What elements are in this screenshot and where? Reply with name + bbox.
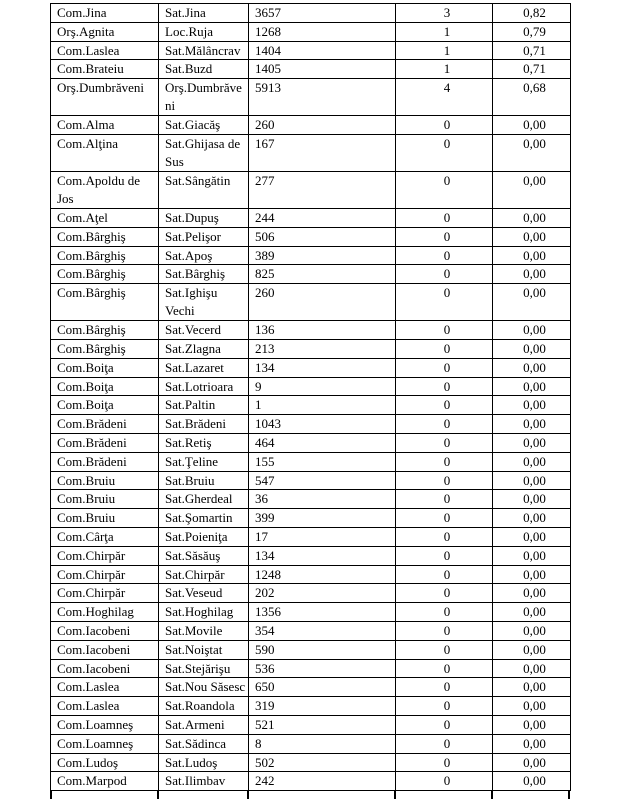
cell-value: 0,00 — [493, 527, 571, 546]
cell-count: 0 — [396, 715, 493, 734]
cell-population: 1248 — [249, 565, 396, 584]
cell-locality: Sat.Jina — [159, 4, 249, 23]
cell-population: 1043 — [249, 415, 396, 434]
cell-population: 260 — [249, 116, 396, 135]
cell-count: 0 — [396, 433, 493, 452]
cell-count: 0 — [396, 396, 493, 415]
cell-population: 1356 — [249, 603, 396, 622]
cell-population: 213 — [249, 339, 396, 358]
cell-locality: Sat.Lazaret — [159, 358, 249, 377]
cell-unit: Com.Laslea — [51, 678, 159, 697]
cell-count: 0 — [396, 659, 493, 678]
cell-count: 4 — [396, 79, 493, 116]
cell-value: 0,00 — [493, 471, 571, 490]
cell-population: 521 — [249, 715, 396, 734]
cell-unit: Com.Bârghiş — [51, 246, 159, 265]
cell-unit: Com.Bârghiş — [51, 227, 159, 246]
cell-locality: Sat.Zlagna — [159, 339, 249, 358]
cell-value: 0,00 — [493, 509, 571, 528]
cell-locality: Sat.Veseud — [159, 584, 249, 603]
cell-unit: Orş.Dumbrăveni — [51, 79, 159, 116]
cell-count: 1 — [396, 60, 493, 79]
cell-count: 3 — [396, 4, 493, 23]
table-row — [51, 772, 571, 791]
table-row — [51, 171, 571, 208]
cell-unit: Orş.Agnita — [51, 22, 159, 41]
cell-unit: Com.Hoghilag — [51, 603, 159, 622]
cell-unit: Com.Iacobeni — [51, 659, 159, 678]
cell-population: 155 — [249, 452, 396, 471]
cell-locality: Sat.Mălâncrav — [159, 41, 249, 60]
cell-locality: Sat.Sădinca — [159, 734, 249, 753]
cell-count: 0 — [396, 509, 493, 528]
cell-value: 0,00 — [493, 396, 571, 415]
cell-count: 0 — [396, 621, 493, 640]
cell-unit: Com.Boiţa — [51, 396, 159, 415]
table-row — [51, 584, 571, 603]
cell-value: 0,00 — [493, 772, 571, 791]
cell-unit: Com.Apoldu de Jos — [51, 171, 159, 208]
cell-value: 0,00 — [493, 621, 571, 640]
table-row — [51, 60, 571, 79]
table-row — [51, 79, 571, 116]
cell-locality: Sat.Lotrioara — [159, 377, 249, 396]
cell-value: 0,68 — [493, 79, 571, 116]
cell-unit: Com.Brădeni — [51, 452, 159, 471]
table-row — [51, 565, 571, 584]
cell-population: 167 — [249, 134, 396, 171]
cell-count: 0 — [396, 678, 493, 697]
table-row — [51, 734, 571, 753]
cell-count: 0 — [396, 640, 493, 659]
cell-population: 825 — [249, 265, 396, 284]
cell-count: 0 — [396, 527, 493, 546]
cell-unit: Com.Chirpăr — [51, 584, 159, 603]
cell-value: 0,00 — [493, 659, 571, 678]
cell-count: 0 — [396, 377, 493, 396]
cell-locality: Orş.Dumbrăve ni — [159, 79, 249, 116]
table-row — [51, 471, 571, 490]
cell-locality: Sat.Bruiu — [159, 471, 249, 490]
table-row — [51, 527, 571, 546]
table-row — [51, 396, 571, 415]
cell-value: 0,00 — [493, 734, 571, 753]
table-row — [51, 4, 571, 23]
table-row — [51, 621, 571, 640]
cell-population: 354 — [249, 621, 396, 640]
cell-locality: Sat.Giacăş — [159, 116, 249, 135]
cell-unit: Com.Laslea — [51, 697, 159, 716]
cell-unit: Com.Laslea — [51, 41, 159, 60]
cell-locality: Loc.Ruja — [159, 22, 249, 41]
table-row — [51, 415, 571, 434]
cell-value: 0,00 — [493, 339, 571, 358]
cell-population: 136 — [249, 321, 396, 340]
cell-locality: Sat.Săsăuş — [159, 546, 249, 565]
cell-population: 536 — [249, 659, 396, 678]
cell-count: 0 — [396, 452, 493, 471]
cell-value: 0,00 — [493, 116, 571, 135]
cell-unit: Com.Iacobeni — [51, 621, 159, 640]
cell-population: 8 — [249, 734, 396, 753]
cell-value: 0,79 — [493, 22, 571, 41]
cell-count: 1 — [396, 41, 493, 60]
cell-unit: Com.Bârghiş — [51, 321, 159, 340]
cell-population: 17 — [249, 527, 396, 546]
cell-unit: Com.Bruiu — [51, 471, 159, 490]
cell-population: 134 — [249, 358, 396, 377]
cell-unit: Com.Bârghiş — [51, 284, 159, 321]
cell-population: 3657 — [249, 4, 396, 23]
cell-population: 242 — [249, 772, 396, 791]
cell-unit: Com.Marpod — [51, 772, 159, 791]
cell-value: 0,00 — [493, 584, 571, 603]
table-row — [51, 227, 571, 246]
cell-population: 260 — [249, 284, 396, 321]
cell-count: 0 — [396, 358, 493, 377]
table-row — [51, 433, 571, 452]
cell-count: 0 — [396, 116, 493, 135]
table-row — [51, 22, 571, 41]
cell-population: 502 — [249, 753, 396, 772]
cell-unit: Com.Brădeni — [51, 415, 159, 434]
cell-value: 0,00 — [493, 134, 571, 171]
cell-population: 389 — [249, 246, 396, 265]
cell-value: 0,00 — [493, 227, 571, 246]
cell-count: 0 — [396, 321, 493, 340]
cell-locality: Sat.Bârghiş — [159, 265, 249, 284]
cell-locality: Sat.Apoş — [159, 246, 249, 265]
cell-value: 0,82 — [493, 4, 571, 23]
cell-value: 0,00 — [493, 753, 571, 772]
cell-count: 0 — [396, 246, 493, 265]
cell-count: 0 — [396, 565, 493, 584]
cell-population: 650 — [249, 678, 396, 697]
cell-population: 134 — [249, 546, 396, 565]
cell-value: 0,00 — [493, 265, 571, 284]
cell-count: 1 — [396, 22, 493, 41]
cell-value: 0,00 — [493, 697, 571, 716]
cell-locality: Sat.Vecerd — [159, 321, 249, 340]
cell-count: 0 — [396, 734, 493, 753]
cell-count: 0 — [396, 415, 493, 434]
cell-value: 0,00 — [493, 208, 571, 227]
cell-population: 506 — [249, 227, 396, 246]
cell-population: 5913 — [249, 79, 396, 116]
cell-value: 0,00 — [493, 452, 571, 471]
cell-value: 0,00 — [493, 321, 571, 340]
cell-population: 244 — [249, 208, 396, 227]
table-row — [51, 284, 571, 321]
table-row — [51, 41, 571, 60]
cell-locality: Sat.Buzd — [159, 60, 249, 79]
cell-locality: Sat.Gherdeal — [159, 490, 249, 509]
table-row — [51, 659, 571, 678]
cell-unit: Com.Chirpăr — [51, 546, 159, 565]
cell-count: 0 — [396, 171, 493, 208]
cell-population: 1404 — [249, 41, 396, 60]
cell-population: 9 — [249, 377, 396, 396]
cell-count: 0 — [396, 134, 493, 171]
cell-locality: Sat.Armeni — [159, 715, 249, 734]
table-continuation — [50, 790, 570, 799]
cell-count: 0 — [396, 471, 493, 490]
table-row — [51, 116, 571, 135]
cell-locality: Sat.Ighişu Vechi — [159, 284, 249, 321]
cell-value: 0,00 — [493, 284, 571, 321]
table-row — [51, 339, 571, 358]
cell-population: 36 — [249, 490, 396, 509]
cell-locality: Sat.Poieniţa — [159, 527, 249, 546]
cell-locality: Sat.Şomartin — [159, 509, 249, 528]
cell-unit: Com.Bruiu — [51, 490, 159, 509]
cell-count: 0 — [396, 753, 493, 772]
cell-count: 0 — [396, 697, 493, 716]
cell-locality: Sat.Sângătin — [159, 171, 249, 208]
table-row — [51, 490, 571, 509]
cell-locality: Sat.Dupuş — [159, 208, 249, 227]
table-row — [51, 546, 571, 565]
cell-unit: Com.Brateiu — [51, 60, 159, 79]
cell-locality: Sat.Ludoş — [159, 753, 249, 772]
cell-unit: Com.Iacobeni — [51, 640, 159, 659]
cell-count: 0 — [396, 603, 493, 622]
cell-value: 0,00 — [493, 715, 571, 734]
table-body — [51, 4, 571, 791]
cell-count: 0 — [396, 339, 493, 358]
cell-unit: Com.Loamneş — [51, 734, 159, 753]
cell-unit: Com.Cârţa — [51, 527, 159, 546]
cell-locality: Sat.Noiştat — [159, 640, 249, 659]
cell-locality: Sat.Paltin — [159, 396, 249, 415]
cell-value: 0,00 — [493, 171, 571, 208]
cell-value: 0,00 — [493, 565, 571, 584]
cell-population: 1268 — [249, 22, 396, 41]
cell-unit: Com.Ludoş — [51, 753, 159, 772]
cell-population: 277 — [249, 171, 396, 208]
cell-locality: Sat.Hoghilag — [159, 603, 249, 622]
cell-value: 0,71 — [493, 41, 571, 60]
cell-value: 0,00 — [493, 433, 571, 452]
cell-unit: Com.Alma — [51, 116, 159, 135]
cell-locality: Sat.Stejărişu — [159, 659, 249, 678]
cell-population: 547 — [249, 471, 396, 490]
table-row — [51, 509, 571, 528]
cell-locality: Sat.Chirpăr — [159, 565, 249, 584]
table-row — [51, 208, 571, 227]
table-row — [51, 321, 571, 340]
cell-population: 1 — [249, 396, 396, 415]
cell-count: 0 — [396, 584, 493, 603]
cell-unit: Com.Jina — [51, 4, 159, 23]
cell-value: 0,00 — [493, 603, 571, 622]
cell-unit: Com.Chirpăr — [51, 565, 159, 584]
cell-count: 0 — [396, 208, 493, 227]
table-row — [51, 377, 571, 396]
cell-locality: Sat.Retiş — [159, 433, 249, 452]
table-row — [51, 246, 571, 265]
cell-count: 0 — [396, 772, 493, 791]
cell-value: 0,00 — [493, 377, 571, 396]
cell-population: 319 — [249, 697, 396, 716]
cell-count: 0 — [396, 227, 493, 246]
cell-value: 0,00 — [493, 415, 571, 434]
table-row — [51, 134, 571, 171]
cell-count: 0 — [396, 265, 493, 284]
cell-unit: Com.Alţina — [51, 134, 159, 171]
cell-locality: Sat.Movile — [159, 621, 249, 640]
cell-unit: Com.Bruiu — [51, 509, 159, 528]
cell-count: 0 — [396, 490, 493, 509]
cell-value: 0,00 — [493, 640, 571, 659]
cell-unit: Com.Loamneş — [51, 715, 159, 734]
localities-table — [50, 3, 571, 791]
cell-locality: Sat.Nou Săsesc — [159, 678, 249, 697]
cell-unit: Com.Brădeni — [51, 433, 159, 452]
cell-unit: Com.Bârghiş — [51, 265, 159, 284]
cell-locality: Sat.Ilimbav — [159, 772, 249, 791]
cell-population: 590 — [249, 640, 396, 659]
cell-value: 0,00 — [493, 358, 571, 377]
cell-unit: Com.Aţel — [51, 208, 159, 227]
cell-count: 0 — [396, 546, 493, 565]
table-row — [51, 265, 571, 284]
cell-locality: Sat.Brădeni — [159, 415, 249, 434]
cell-unit: Com.Bârghiş — [51, 339, 159, 358]
table-row — [51, 603, 571, 622]
cell-locality: Sat.Ghijasa de Sus — [159, 134, 249, 171]
table-row — [51, 715, 571, 734]
table-row — [51, 452, 571, 471]
cell-population: 464 — [249, 433, 396, 452]
cell-value: 0,00 — [493, 546, 571, 565]
cell-population: 399 — [249, 509, 396, 528]
table-row — [51, 640, 571, 659]
cell-population: 202 — [249, 584, 396, 603]
cell-value: 0,00 — [493, 490, 571, 509]
cell-locality: Sat.Ţeline — [159, 452, 249, 471]
table-row — [51, 697, 571, 716]
cell-population: 1405 — [249, 60, 396, 79]
cell-value: 0,71 — [493, 60, 571, 79]
cell-value: 0,00 — [493, 678, 571, 697]
table-row — [51, 753, 571, 772]
cell-unit: Com.Boiţa — [51, 377, 159, 396]
table-row — [51, 678, 571, 697]
table-row — [51, 358, 571, 377]
cell-locality: Sat.Pelişor — [159, 227, 249, 246]
cell-unit: Com.Boiţa — [51, 358, 159, 377]
cell-count: 0 — [396, 284, 493, 321]
cell-locality: Sat.Roandola — [159, 697, 249, 716]
cell-value: 0,00 — [493, 246, 571, 265]
